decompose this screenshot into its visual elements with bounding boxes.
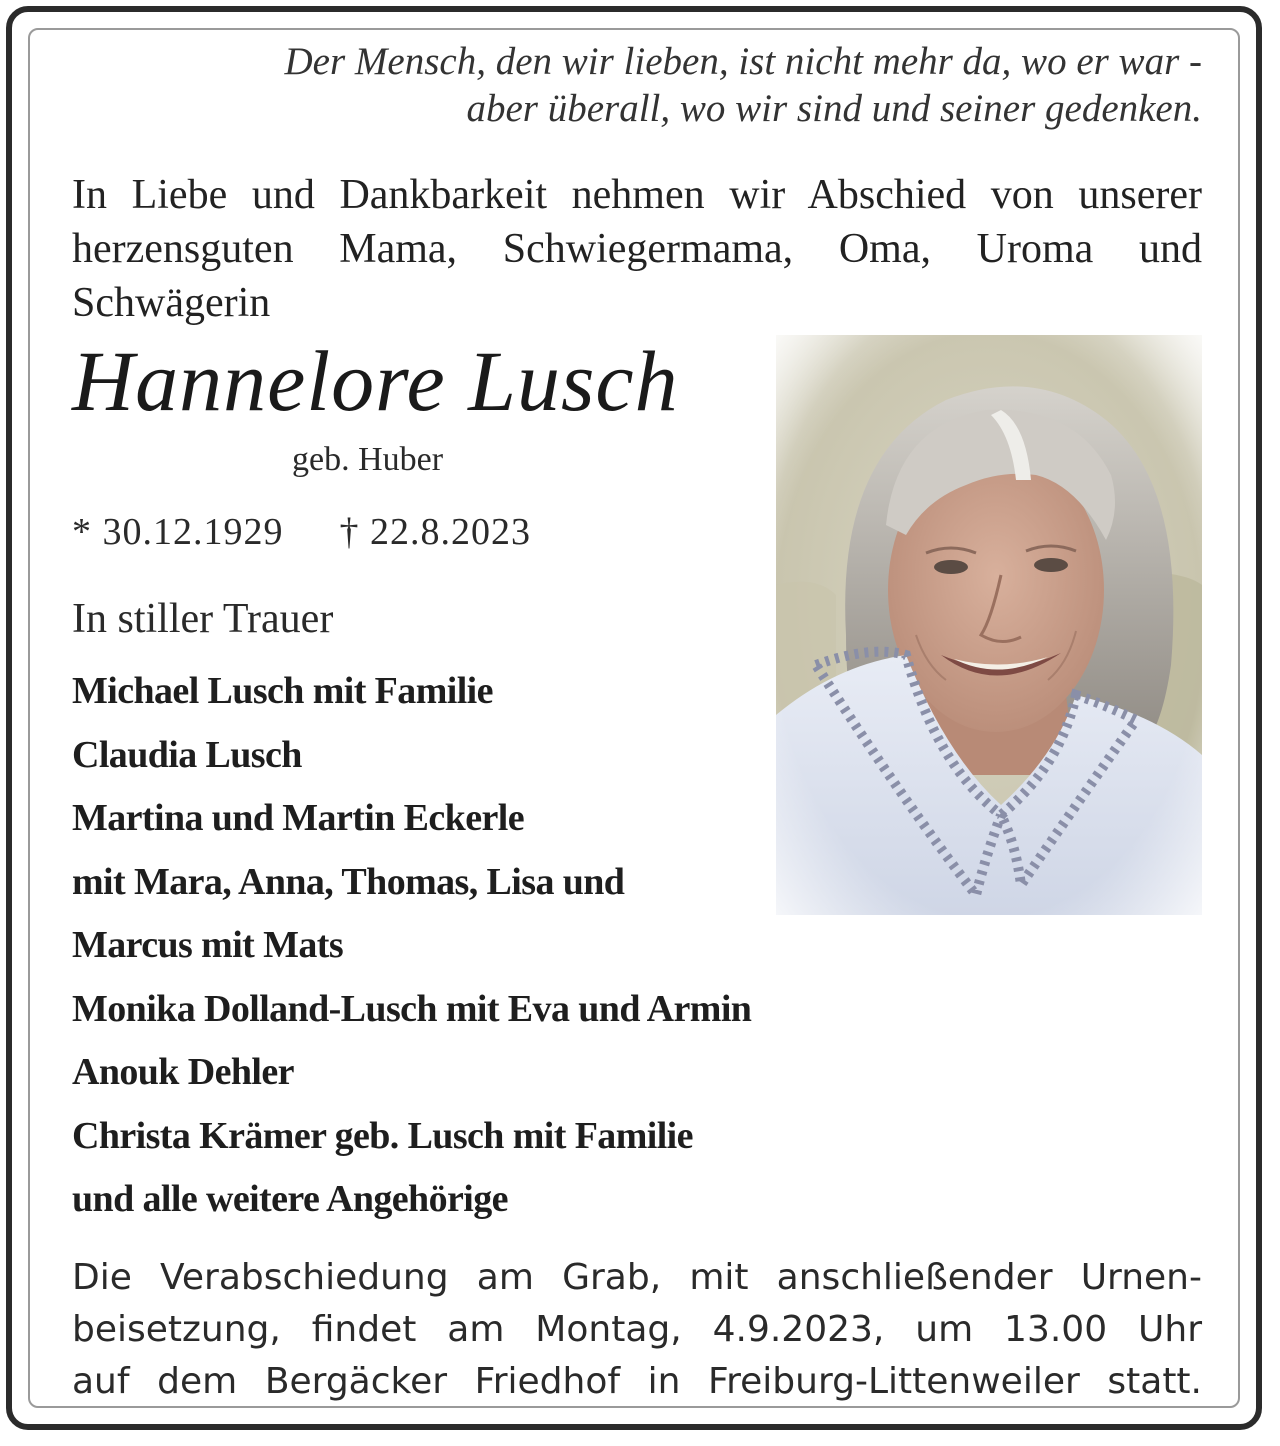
intro-line-2: herzensguten Mama, Schwiegermama, Oma, Uroma und Schwägerin: [72, 226, 1202, 326]
death-date: † 22.8.2023: [339, 511, 531, 553]
quote-line-1: Der Mensch, den wir lieben, ist nicht mehr da, wo er war -: [284, 40, 1202, 83]
family-member: Christa Krämer geb. Lusch mit Familie: [72, 1114, 693, 1157]
burial-line-3: auf dem Bergäcker Friedhof in Freiburg-Littenweiler statt.: [72, 1361, 1202, 1402]
memorial-quote: [202, 38, 1202, 132]
family-member: Claudia Lusch: [72, 733, 302, 776]
family-member: Martina und Martin Eckerle: [72, 797, 524, 839]
quote-line-2: aber überall, wo wir sind und seiner gedenken.: [466, 87, 1202, 130]
life-dates: [72, 508, 531, 556]
intro-line-1: In Liebe und Dankbarkeit nehmen wir Abschied von unserer: [72, 172, 1202, 218]
burial-line-2: beisetzung, findet am Montag, 4.9.2023, um 13.00 Uhr: [72, 1309, 1202, 1350]
family-member: Anouk Dehler: [72, 1051, 294, 1093]
family-list: [72, 660, 751, 1232]
family-member: Marcus mit Mats: [72, 924, 344, 966]
deceased-name: Hannelore Lusch: [72, 333, 679, 429]
burial-info: [72, 1252, 1202, 1408]
birth-date: * 30.12.1929: [72, 511, 284, 553]
family-member: und alle weitere Angehörige: [72, 1178, 508, 1220]
family-member: Michael Lusch mit Familie: [72, 670, 493, 712]
family-member: Monika Dolland-Lusch mit Eva und Armin: [72, 987, 752, 1030]
birth-name: geb. Huber: [292, 441, 444, 478]
intro-text: [72, 168, 1202, 330]
mourning-heading: In stiller Trauer: [72, 596, 334, 642]
burial-line-1: Die Verabschiedung am Grab, mit anschließender Urnen-: [72, 1257, 1202, 1298]
portrait-photo: [776, 335, 1202, 915]
family-member: mit Mara, Anna, Thomas, Lisa und: [72, 860, 625, 903]
